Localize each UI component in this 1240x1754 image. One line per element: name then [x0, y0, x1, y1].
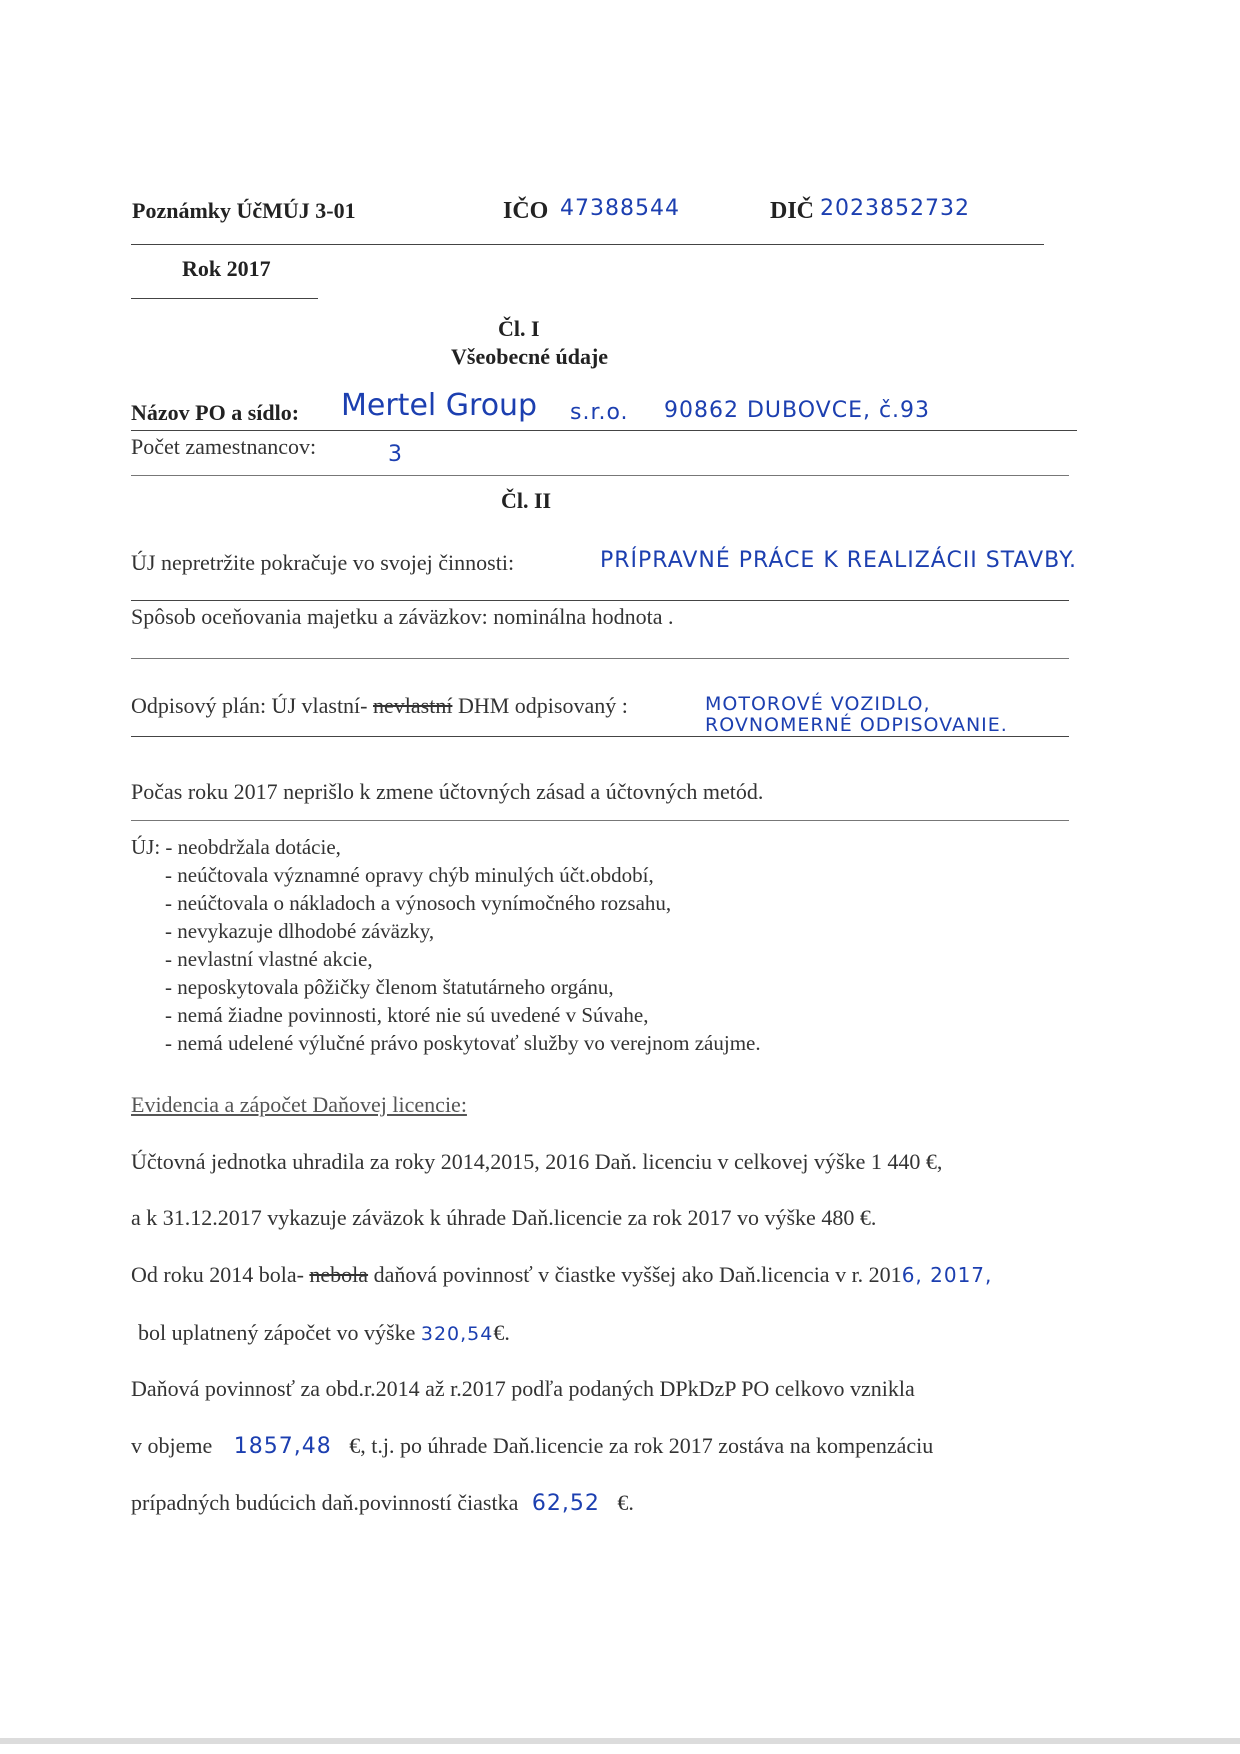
license-paragraph-6 [131, 1433, 933, 1459]
license-paragraph-1: Účtovná jednotka uhradila za roky 2014,2015, 2016 Daň. licenciu v celkovej výške 1 440 €, [131, 1149, 943, 1174]
company-name-value: Mertel Group [341, 388, 538, 423]
employees-label: Počet zamestnancov: [131, 434, 317, 459]
list-intro: ÚJ: - neobdržala dotácie, [131, 835, 341, 859]
continuity-value: PRÍPRAVNÉ PRÁCE K REALIZÁCII STAVBY. [600, 548, 1078, 573]
list-item: - nevlastní vlastné akcie, [165, 947, 373, 971]
license-p7-prefix: prípadných budúcich daň.povinností čiastka [131, 1490, 519, 1515]
license-p3-struck-word: nebola [309, 1262, 369, 1287]
scan-bottom-edge [0, 1738, 1240, 1744]
section-1-title: Všeobecné údaje [451, 344, 609, 369]
depreciation-method: ROVNOMERNÉ ODPISOVANIE. [705, 714, 1008, 736]
license-p6-suffix: €, t.j. po úhrade Daň.licencie za rok 2017 zostáva na kompenzáciu [349, 1433, 934, 1458]
section-2-number: Čl. II [501, 488, 552, 513]
license-paragraph-2: a k 31.12.2017 vykazuje záväzok k úhrade Daň.licencie za rok 2017 vo výške 480 €. [131, 1205, 877, 1230]
depreciation-struck-word: nevlastní [373, 693, 453, 718]
employees-value: 3 [388, 442, 403, 467]
ico-value: 47388544 [560, 196, 680, 221]
continuity-rule [131, 600, 1069, 601]
list-item: - neúčtovala o nákladoch a výnosoch vynímočného rozsahu, [165, 891, 672, 915]
continuity-label: ÚJ nepretržite pokračuje vo svojej činnosti: [131, 550, 515, 575]
depreciation-middle: DHM odpisovaný : [457, 693, 628, 718]
no-change-rule [131, 820, 1069, 821]
depreciation-prefix: Odpisový plán: ÚJ vlastní- [131, 693, 368, 718]
section-1-number: Čl. I [498, 316, 540, 341]
valuation-text: Spôsob oceňovania majetku a záväzkov: nominálna hodnota . [131, 604, 674, 629]
license-p4-prefix: bol uplatnený zápočet vo výške [138, 1320, 416, 1345]
dic-label: DIČ [770, 198, 815, 224]
no-change-text: Počas roku 2017 neprišlo k zmene účtovných zásad a účtovných metód. [131, 779, 764, 804]
document-title: Poznámky ÚčMÚJ 3-01 [132, 198, 356, 223]
license-p4-handwritten-amount: 320,54 [420, 1323, 494, 1345]
license-paragraph-5: Daňová povinnosť za obd.r.2014 až r.2017 podľa podaných DPkDzP PO celkovo vznikla [131, 1376, 915, 1401]
license-p7-suffix: €. [617, 1490, 634, 1515]
valuation-rule [131, 658, 1069, 659]
license-p6-handwritten-amount: 1857,48 [233, 1434, 332, 1459]
license-heading: Evidencia a zápočet Daňovej licencie: [131, 1092, 467, 1117]
company-rule [131, 430, 1077, 431]
license-p3-handwritten-years: 6, 2017, [901, 1263, 993, 1287]
list-item: - neposkytovala pôžičky členom štatutárneho orgánu, [165, 975, 614, 999]
license-paragraph-7 [131, 1490, 634, 1516]
license-paragraph-3 [131, 1262, 992, 1288]
year-rule [131, 298, 318, 299]
company-address: 90862 DUBOVCE, č.93 [664, 398, 931, 423]
ico-label: IČO [503, 198, 549, 224]
company-legal-form: s.r.o. [570, 400, 629, 425]
employees-rule [131, 475, 1069, 476]
header-rule [131, 244, 1044, 245]
license-p3-prefix: Od roku 2014 bola- [131, 1262, 304, 1287]
list-item: - nevykazuje dlhodobé záväzky, [165, 919, 435, 943]
license-p3-middle: daňová povinnosť v čiastke vyššej ako Daň.licencia v r. 201 [373, 1262, 902, 1287]
dic-value: 2023852732 [820, 196, 970, 221]
year-label: Rok 2017 [182, 256, 271, 281]
list-item: - neúčtovala významné opravy chýb minulých účt.období, [165, 863, 654, 887]
list-item: - nemá žiadne povinnosti, ktoré nie sú uvedené v Súvahe, [165, 1003, 649, 1027]
license-p4-suffix: €. [493, 1320, 510, 1345]
list-item: - nemá udelené výlučné právo poskytovať služby vo verejnom záujme. [165, 1031, 761, 1055]
license-p7-handwritten-amount: 62,52 [531, 1491, 600, 1516]
depreciation-asset: MOTOROVÉ VOZIDLO, [705, 693, 931, 715]
company-name-label: Názov PO a sídlo: [131, 400, 300, 425]
license-paragraph-4 [138, 1320, 510, 1346]
depreciation-rule [131, 736, 1069, 737]
license-p6-prefix: v objeme [131, 1433, 213, 1458]
depreciation-line [131, 693, 628, 719]
